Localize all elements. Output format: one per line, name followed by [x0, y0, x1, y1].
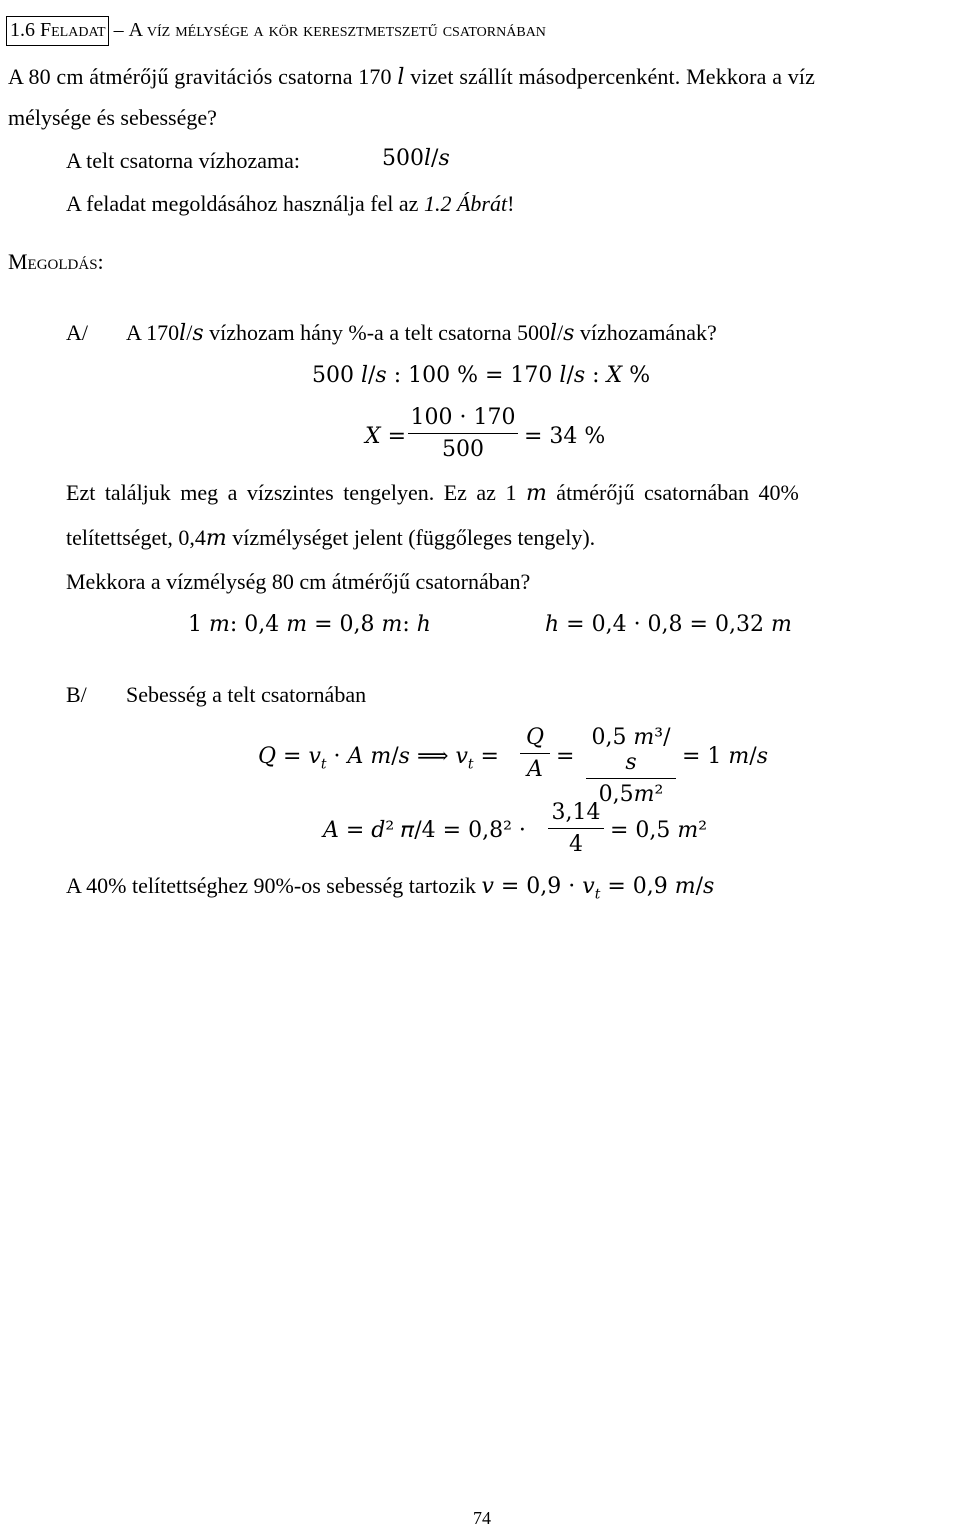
flow-fraction-q: 𝑄	[525, 725, 545, 750]
solution-label: Megoldás:	[8, 249, 104, 274]
proportion-equation: 500 𝑙/𝑠 : 100 % = 170 𝑙/𝑠 : 𝑋 %	[312, 363, 651, 388]
x-fraction	[408, 405, 518, 462]
final-text: A 40% telítettséghez 90%-os sebesség tartozik	[66, 873, 482, 898]
final-subscript-t: 𝑡	[594, 886, 601, 903]
area-fraction-numerator: 3,14	[551, 800, 601, 825]
x-fraction-numerator: 100 · 170	[410, 405, 516, 430]
area-fraction	[548, 800, 604, 857]
task-line-2: mélysége és sebessége?	[8, 105, 217, 130]
part-a-text-3: Mekkora a vízmélység 80 cm átmérőjű csatornában?	[66, 569, 531, 594]
flow-subscript-t: 𝑡	[320, 756, 327, 773]
x-equation-lhs: 𝑋 =	[365, 424, 407, 449]
area-fraction-bar	[548, 828, 604, 829]
flow-eq: =	[473, 744, 499, 769]
final-math: 𝑣 = 0,9 · 𝑣	[481, 874, 595, 899]
flow-fraction-numerator: 0,5 𝑚³/𝑠	[591, 725, 671, 775]
full-flow-value: 500𝑙/𝑠	[382, 146, 450, 171]
depth-proportion: 1 𝑚: 0,4 𝑚 = 0,8 𝑚: ℎ	[188, 612, 431, 637]
part-a-text-1: Ezt találjuk meg a vízszintes tengelyen. Ez az 1 𝑚 átmérőjű csatornában 40%	[66, 480, 799, 505]
hint-line	[66, 191, 514, 217]
hint-figure-ref: 1.2 Ábrát	[423, 191, 508, 216]
area-fraction-denominator: 4	[569, 832, 583, 857]
section-number: 1.6	[10, 19, 35, 41]
flow-fraction-q-a	[520, 725, 550, 782]
flow-fraction-denominator: 0,5𝑚²	[598, 782, 664, 807]
page-number: 74	[473, 1508, 491, 1528]
task-line-1: A 80 cm átmérőjű gravitációs csatorna 170 𝑙 vizet szállít másodpercenként. Mekkora a víz	[8, 64, 816, 89]
final-line	[66, 873, 714, 902]
flow-mid: · 𝐴 𝑚/𝑠 ⟹ 𝑣	[326, 744, 468, 769]
section-header	[6, 16, 546, 46]
part-b-title: Sebesség a telt csatornában	[126, 682, 367, 707]
x-fraction-bar	[408, 433, 518, 434]
depth-result: ℎ = 0,4 · 0,8 = 0,32 𝑚	[545, 612, 792, 637]
flow-q-vt: 𝑄 = 𝑣	[258, 744, 321, 769]
full-flow-label: A telt csatorna vízhozama:	[66, 148, 300, 173]
area-result: = 0,5 𝑚²	[610, 818, 708, 843]
part-a-question: A 170𝑙/𝑠 vízhozam hány %-a a telt csatorna 500𝑙/𝑠 vízhozamának?	[126, 320, 717, 345]
flow-fraction-values	[586, 725, 676, 807]
hint-prefix: A feladat megoldásához használja fel az	[66, 191, 424, 216]
section-number-box	[6, 16, 109, 46]
area-equation-lhs: 𝐴 = 𝑑² 𝜋/4 = 0,8² ·	[323, 818, 526, 843]
flow-result: = 1 𝑚/𝑠	[682, 744, 768, 769]
flow-fraction-a: 𝐴	[527, 757, 543, 782]
x-fraction-denominator: 500	[442, 437, 484, 462]
flow-fraction-bar-1	[520, 753, 550, 754]
flow-eq-2: =	[556, 744, 575, 769]
part-a-marker: A/	[66, 320, 88, 345]
x-equation-rhs: = 34 %	[524, 424, 606, 449]
flow-subscript-t2: 𝑡	[467, 756, 474, 773]
section-label: Feladat	[40, 19, 106, 41]
hint-suffix: !	[507, 191, 515, 216]
flow-fraction-bar-2	[586, 778, 676, 779]
flow-equation-lhs	[258, 744, 499, 772]
final-math-result: = 0,9 𝑚/𝑠	[600, 874, 715, 899]
part-a-text-2: telítettséget, 0,4𝑚 vízmélységet jelent (függőleges tengely).	[66, 525, 596, 550]
part-b-marker: B/	[66, 682, 87, 707]
section-dash: –	[108, 19, 129, 41]
section-title: A víz mélysége a kör keresztmetszetű csatornában	[128, 19, 546, 41]
